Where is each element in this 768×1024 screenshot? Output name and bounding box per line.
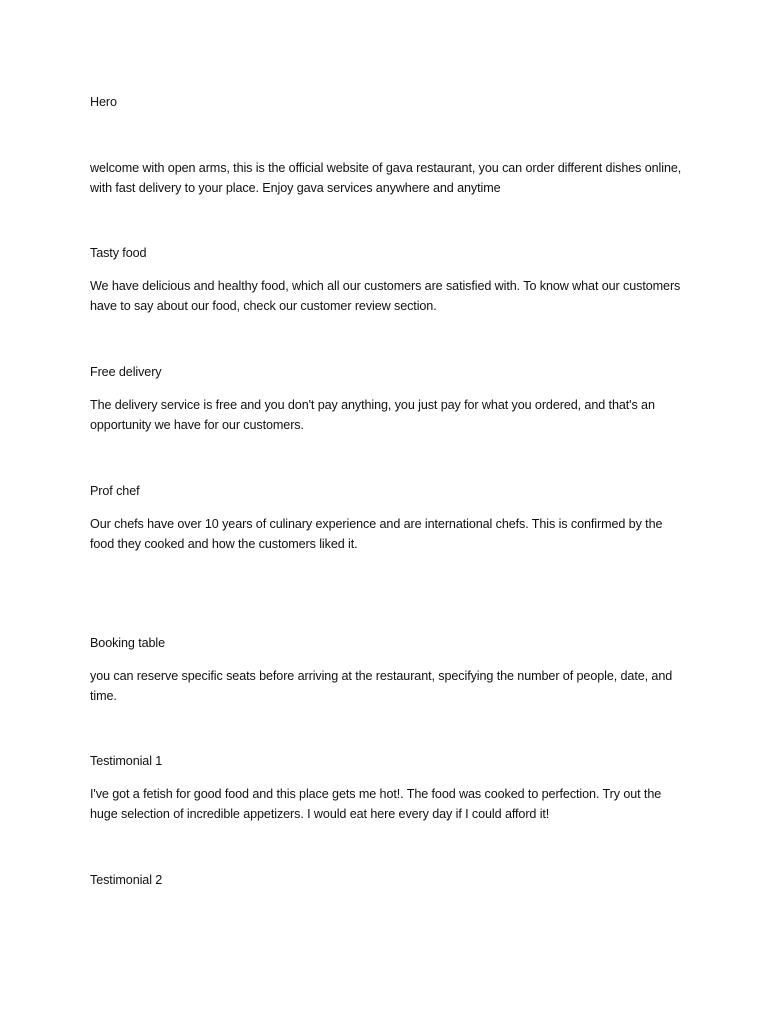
free-delivery-heading: Free delivery [90,365,162,379]
booking-table-heading: Booking table [90,636,166,650]
testimonial-1-paragraph: I've got a fetish for good food and this place gets me hot!. The food was cooked to perfection. Try out the huge selection of incredible appetizers. I would eat here every day if I could afford it! [90,787,662,821]
testimonial-2-heading: Testimonial 2 [90,873,163,887]
prof-chef-heading: Prof chef [90,484,140,498]
hero-heading: Hero [90,95,117,109]
booking-table-paragraph: you can reserve specific seats before arriving at the restaurant, specifying the number of people, date, and time. [90,669,673,703]
prof-chef-paragraph: Our chefs have over 10 years of culinary experience and are international chefs. This is confirmed by the food they cooked and how the customers liked it. [90,517,663,551]
tasty-food-paragraph: We have delicious and healthy food, which all our customers are satisfied with. To know what our customers have to say about our food, check our customer review section. [90,279,681,313]
hero-paragraph: welcome with open arms, this is the official website of gava restaurant, you can order different dishes online, with fast delivery to your place. Enjoy gava services anywhere and anytime [90,161,682,195]
tasty-food-heading: Tasty food [90,246,147,260]
free-delivery-paragraph: The delivery service is free and you don't pay anything, you just pay for what you ordered, and that's an opportunity we have for our customers. [90,398,655,432]
testimonial-1-heading: Testimonial 1 [90,754,163,768]
